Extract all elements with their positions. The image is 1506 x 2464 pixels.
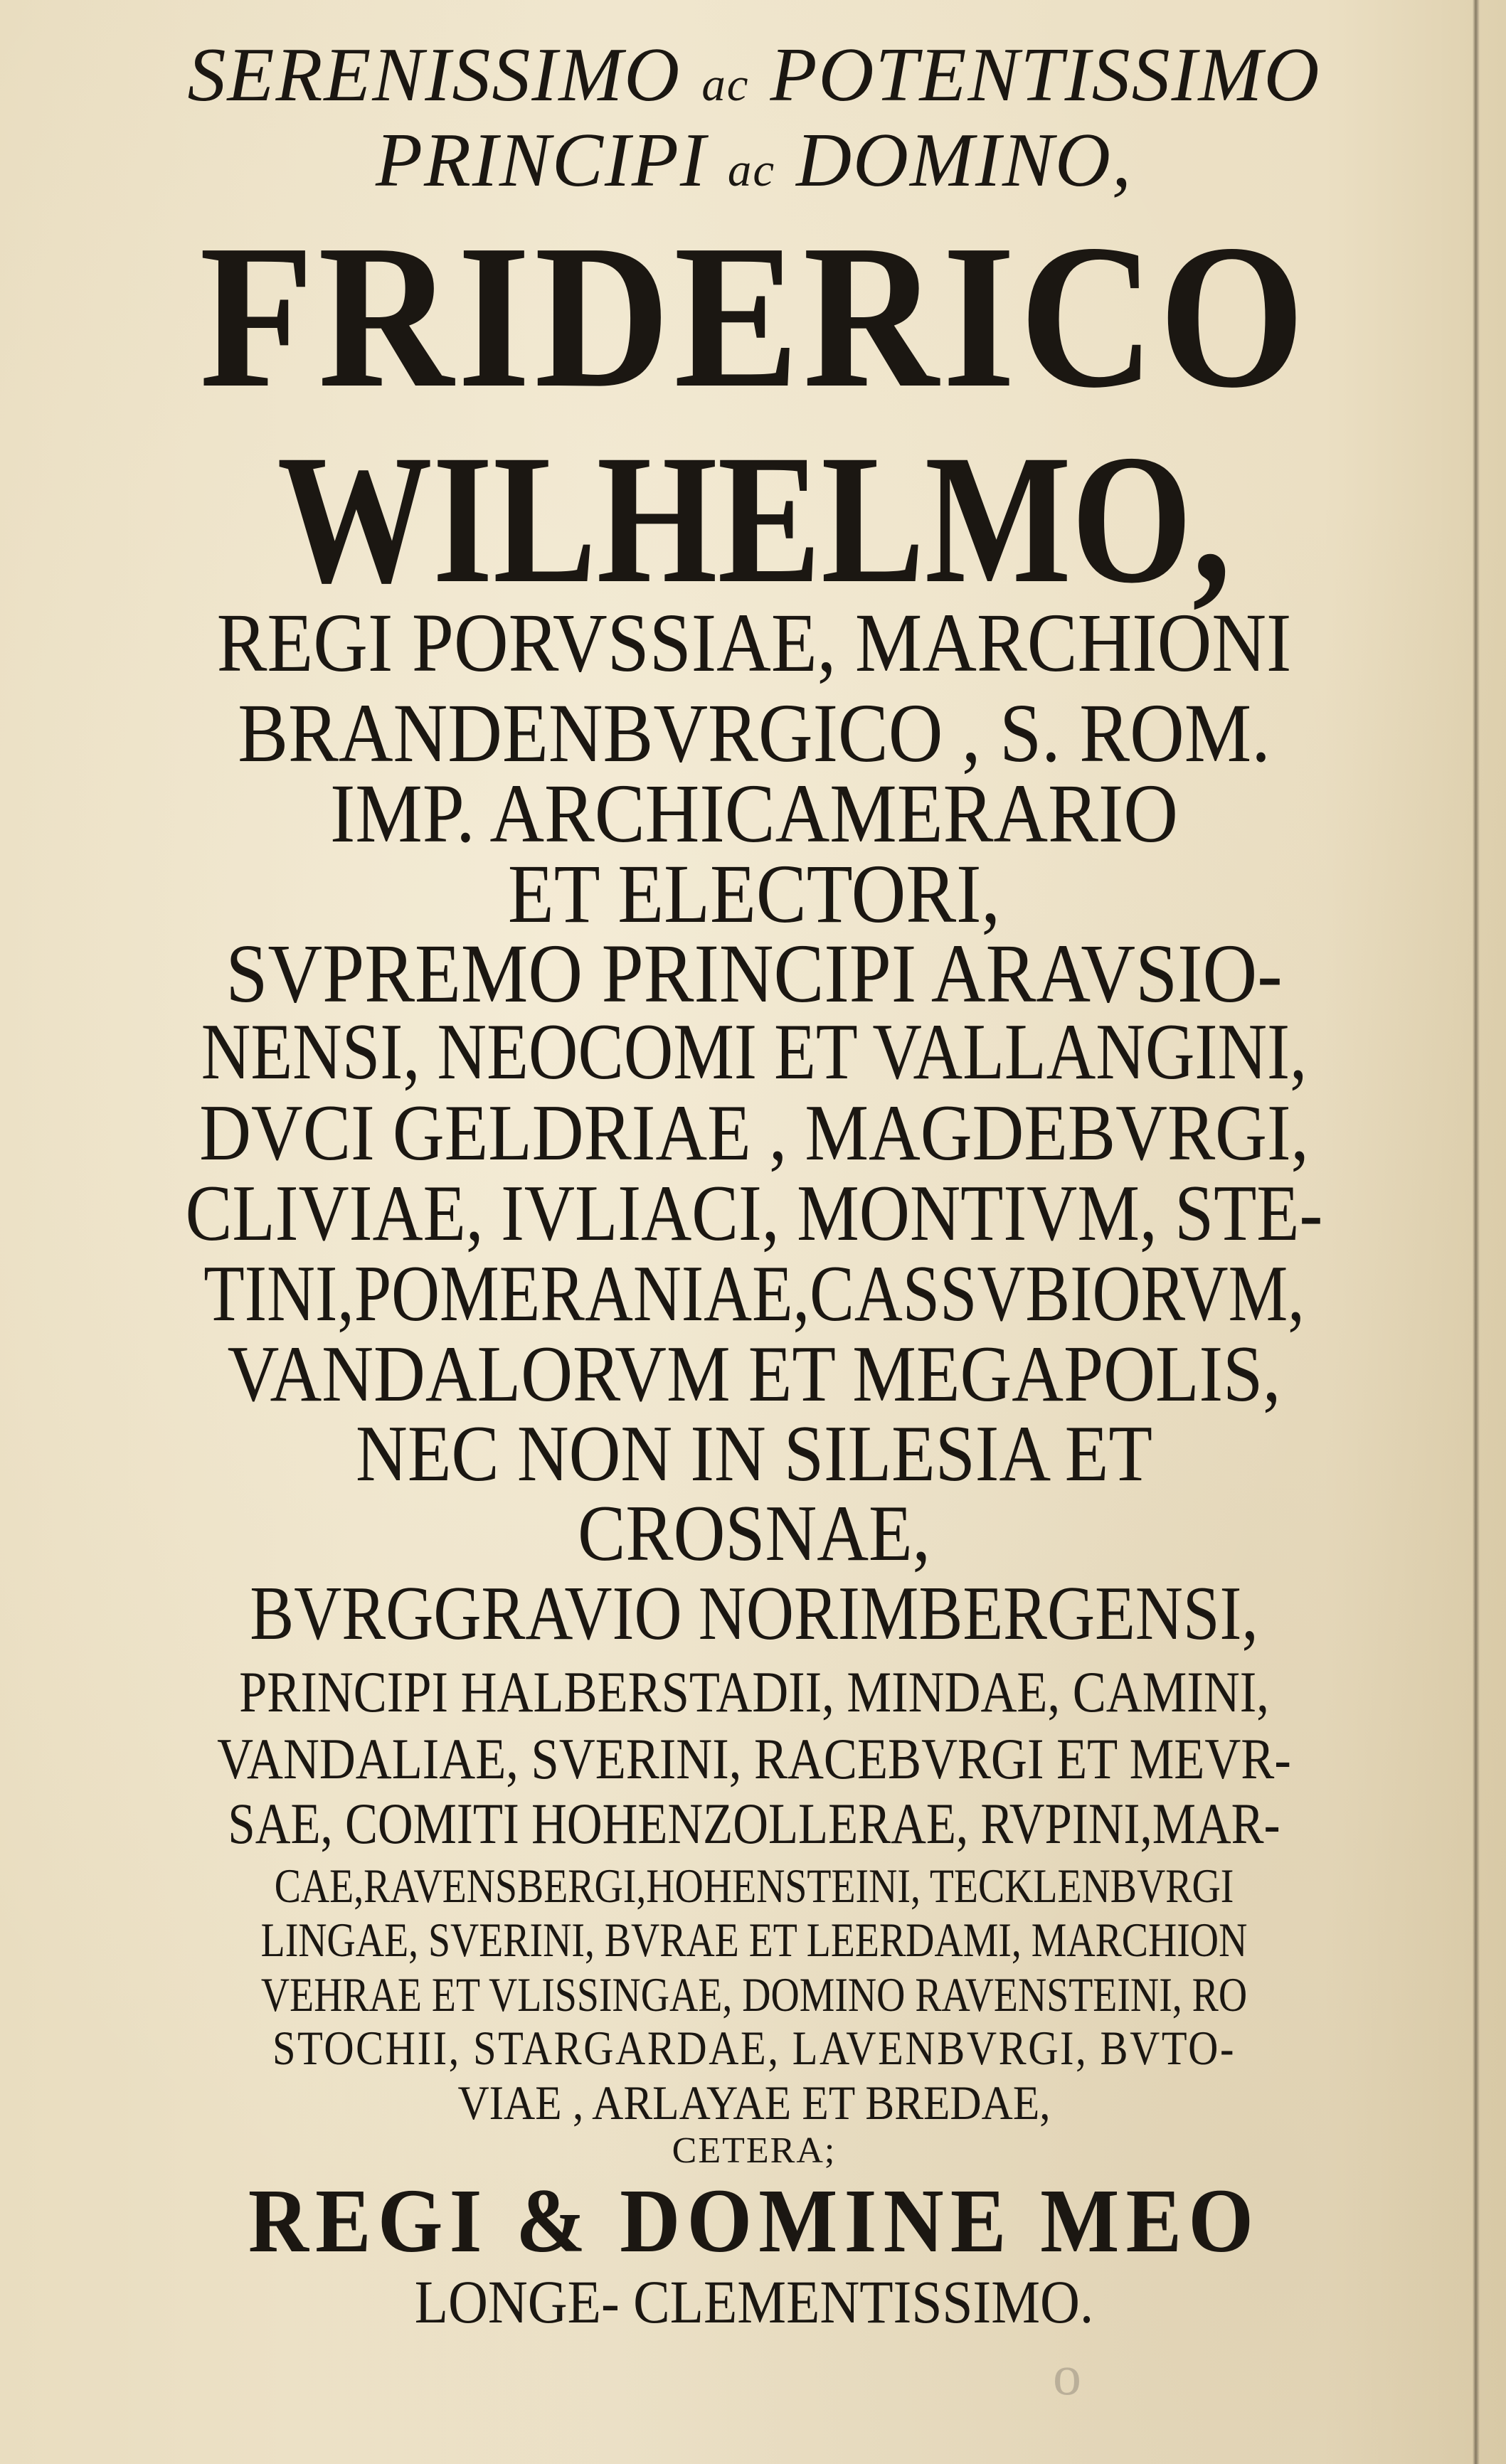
- addressee-name-first: FRIDERICO: [199, 202, 1309, 430]
- title-line-16: SAE, COMITI HOHENZOLLERAE, RVPINI,MAR-: [228, 1791, 1280, 1856]
- title-line-6: NENSI, NEOCOMI ET VALLANGINI,: [201, 1008, 1308, 1096]
- title-line-15: VANDALIAE, SVERINI, RACEBVRGI ET MEVR-: [217, 1726, 1291, 1791]
- title-line-11: NEC NON IN SILESIA ET: [356, 1410, 1152, 1498]
- title-line-8: CLIVIAE, IVLIACI, MONTIVM, STE-: [185, 1169, 1323, 1258]
- dedication-word-domino: DOMINO,: [796, 118, 1133, 203]
- title-line-9: TINI,POMERANIAE,CASSVBIORVM,: [203, 1250, 1305, 1338]
- addressee-name-second: WILHELMO,: [277, 417, 1231, 622]
- pencil-mark: o: [1053, 2344, 1081, 2407]
- dedication-word-principi: PRINCIPI: [375, 118, 707, 203]
- dedication-word-ac: ac: [701, 58, 750, 111]
- title-line-7: DVCI GELDRIAE , MAGDEBVRGI,: [199, 1089, 1309, 1177]
- closing-line-2: LONGE- CLEMENTISSIMO.: [414, 2268, 1094, 2336]
- title-line-4: ET ELECTORI,: [507, 847, 1001, 940]
- title-line-5: SVPREMO PRINCIPI ARAVSIO-: [226, 927, 1283, 1020]
- dedication-line-1: [28, 33, 1480, 117]
- page-edge-shadow: [1473, 0, 1480, 2464]
- dedication-word-serenissimo: SERENISSIMO: [187, 33, 682, 117]
- title-line-12: CROSNAE,: [578, 1489, 930, 1578]
- title-line-14: PRINCIPI HALBERSTADII, MINDAE, CAMINI,: [239, 1660, 1269, 1724]
- title-line-17: CAE,RAVENSBERGI,HOHENSTEINI, TECKLENBVRGI: [274, 1859, 1234, 1913]
- title-line-3: IMP. ARCHICAMERARIO: [329, 767, 1178, 860]
- title-line-21: VIAE , ARLAYAE ET BREDAE,: [457, 2076, 1051, 2130]
- dedication-line-2: [28, 118, 1480, 203]
- title-line-20: STOCHII, STARGARDAE, LAVENBVRGI, BVTO-: [272, 2021, 1236, 2075]
- title-line-10: VANDALORVM ET MEGAPOLIS,: [227, 1330, 1281, 1418]
- dedication-word-ac-2: ac: [727, 144, 776, 196]
- title-line-1: REGI PORVSSIAE, MARCHIONI: [216, 596, 1292, 689]
- title-line-19: VEHRAE ET VLISSINGAE, DOMINO RAVENSTEINI, RO: [260, 1968, 1248, 2022]
- title-line-18: LINGAE, SVERINI, BVRAE ET LEERDAMI, MARCHION: [260, 1913, 1248, 1967]
- title-line-2: BRANDENBVRGICO , S. ROM.: [238, 686, 1271, 780]
- title-line-13: BVRGGRAVIO NORIMBERGENSI,: [250, 1571, 1258, 1656]
- closing-line-1: REGI & DOMINE MEO: [248, 2170, 1261, 2271]
- dedication-word-potentissimo: POTENTISSIMO: [770, 33, 1321, 117]
- title-line-22: CETERA;: [672, 2130, 837, 2171]
